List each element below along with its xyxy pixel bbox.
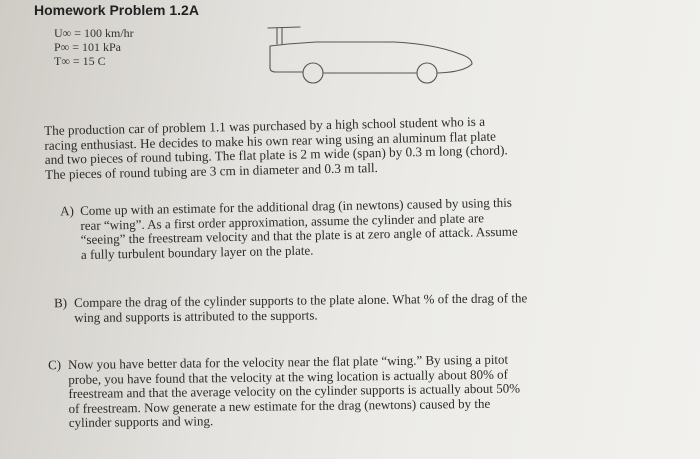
question-a-label: A) (59, 203, 74, 219)
rear-wheel (303, 63, 323, 83)
question-c-label: C) (47, 357, 62, 373)
car-body (270, 42, 472, 73)
question-c-text: Now you have better data for the velocity near the flat plate “wing.” By using a pitot probe, you have found that the velocity at the wing location is actually about 80% of freestream and that the average velocity on the cylinder supports is actually about 50% of freestream. Now generate a new estimate for the drag (newtons) caused by the cylinder supports and wing. (67, 351, 521, 431)
problem-intro: The production car of problem 1.1 was purchased by a high school student who is a racing enthusiast. He decides to make his own rear wing using an aluminum flat plate and two pieces of round tubing. The flat plate is 2 m wide (span) by 0.3 m long (chord). The pieces of round tubing are 3 cm in diameter and 0.3 m tall. (43, 113, 508, 182)
given-conditions (54, 26, 134, 68)
given-velocity: U∞ = 100 km/hr (54, 26, 134, 40)
given-pressure: P∞ = 101 kPa (54, 40, 121, 54)
page-title: Homework Problem 1.2A (34, 2, 199, 18)
given-temperature: T∞ = 15 C (54, 54, 106, 68)
question-b-text: Compare the drag of the cylinder supports to the plate alone. What % of the drag of the wing and supports is attributed to the supports. (73, 290, 528, 325)
question-c (47, 351, 527, 431)
question-a (59, 194, 521, 263)
car-with-wing-sketch (258, 20, 488, 100)
question-b-label: B) (53, 295, 68, 311)
question-a-text: Come up with an estimate for the additional drag (in newtons) caused by using this rear “wing”. As a first order approximation, assume the cylinder and plate are “seeing” the freestream velocity and that the plate is at zero angle of attack. Assume a fully turbulent boundary layer on the plate. (79, 194, 518, 262)
front-wheel (417, 63, 437, 83)
question-b (53, 290, 529, 325)
wing-plate (268, 27, 300, 28)
